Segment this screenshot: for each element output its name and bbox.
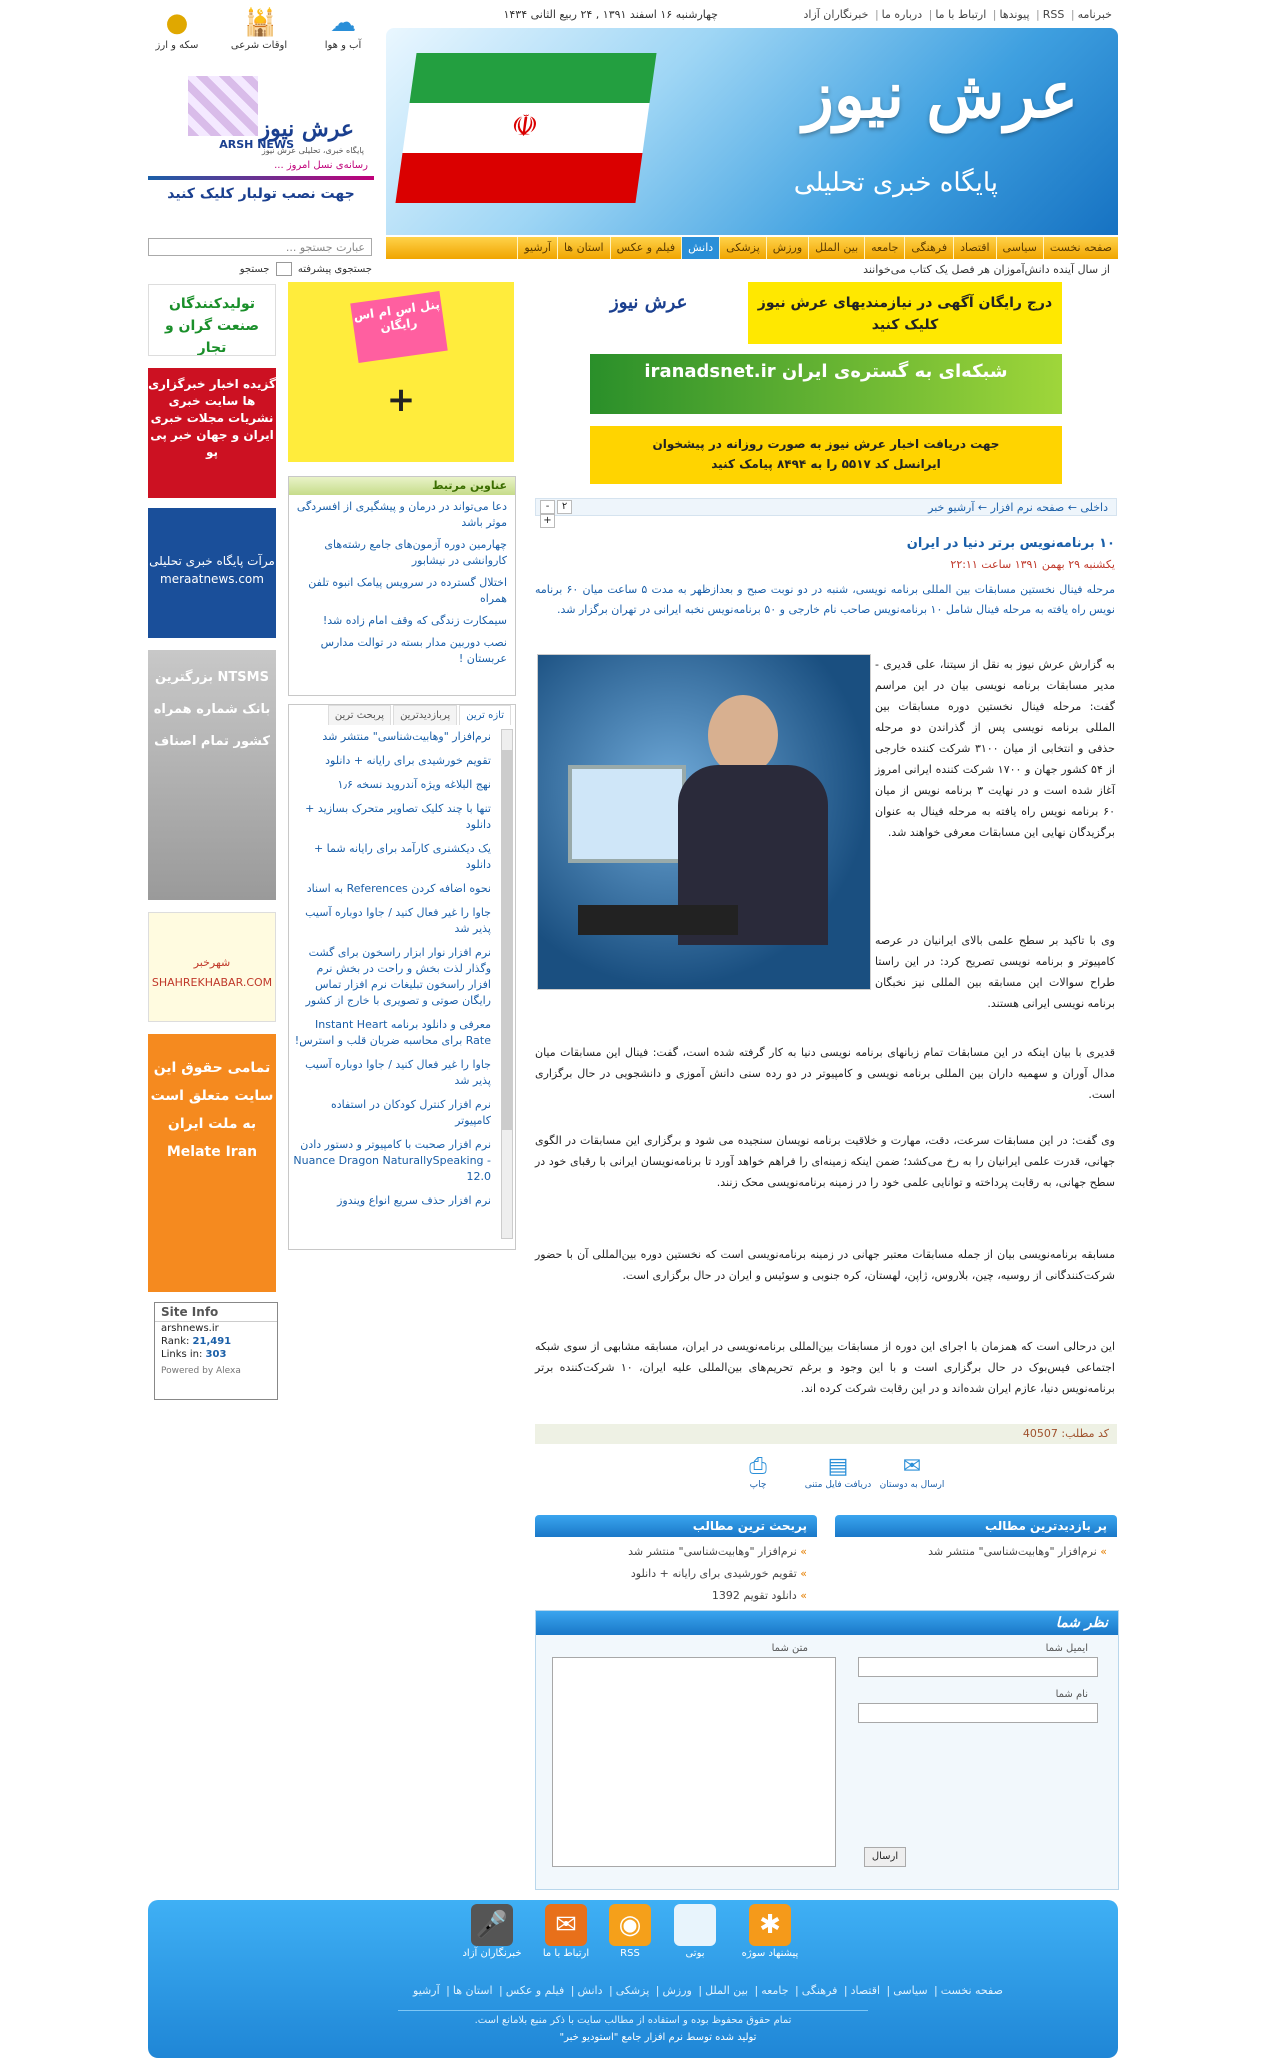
article-code-value: 40507	[1022, 1427, 1058, 1440]
search-links	[148, 262, 372, 278]
most-discussed-box	[535, 1515, 817, 1607]
top-links: خبرنامه| RSS| پیوندها| ارتباط با ما| درباره ما| خبرنگاران آزاد	[730, 8, 1115, 24]
font-increase-button[interactable]: +	[540, 514, 555, 528]
rank-label: Rank:	[161, 1336, 190, 1347]
footer-nav: صفحه نخست| سیاسی| اقتصاد| فرهنگی| جامعه| بین الملل| ورزش| پزشکی| دانش| فیلم و عکس| استان ها| آرشیو	[368, 1984, 1048, 2002]
related-titles-box	[288, 476, 516, 696]
print-label: چاپ	[749, 1480, 767, 1490]
nav-item-medical[interactable]: پزشکی	[719, 237, 766, 259]
site-logo-title: عرش نیوز	[803, 58, 1078, 133]
footer-contact-label: ارتباط با ما	[542, 1948, 590, 1959]
list-item[interactable]: تنها با چند کلیک تصاویر متحرک بسازید + دانلود	[305, 802, 491, 831]
article-lead: مرحله فینال نخستین مسابقات بین المللی برنامه نویسی، شنبه در دو نوبت صبح و بعدازظهر به مدت ۵ ساعت میان ۶۰ برنامه نویس راه یافته به مرحله فینال شامل ۱۰ برنامه‌نویس صاحب نام خارجی و ۵۰ برنامه‌نویس نخبه ایرانی در تهران برگزار شد.	[535, 583, 1115, 616]
footer-credit[interactable]: تولید شده توسط نرم افزار جامع "استودیو خبر"	[559, 2032, 757, 2043]
toolbar-brand-en: ARSH NEWS	[219, 138, 294, 151]
nav-item-media[interactable]: فیلم و عکس	[610, 237, 682, 259]
tab-list	[289, 727, 497, 1217]
send-to-friends-button[interactable]	[872, 1454, 952, 1490]
download-label: دریافت فایل متنی	[804, 1480, 872, 1490]
footer	[148, 1900, 1118, 2058]
list-item[interactable]: یک دیکشنری کارآمد برای رایانه شما + دانلود	[313, 842, 491, 871]
list-item[interactable]: نرم افزار کنترل کودکان در استفاده کامپیوتر	[331, 1098, 491, 1127]
footer-nav-item[interactable]: دانش	[577, 1984, 603, 1997]
nav-item-economy[interactable]: اقتصاد	[953, 237, 995, 259]
footer-nav-item[interactable]: اقتصاد	[850, 1984, 881, 1997]
list-item[interactable]: » نرم‌افزار "وهابیت‌شناسی" منتشر شد	[835, 1541, 1107, 1563]
ad-classifieds-text: درج رایگان آگهی در نیازمندیهای عرش نیوز کلیک کنید	[748, 282, 1062, 344]
article-code-label: کد مطلب:	[1061, 1427, 1109, 1440]
name-label: نام شما	[1055, 1689, 1088, 1700]
list-item[interactable]: نرم افزار نوار ابزار راسخون برای گشت وگذار لذت بخش و راحت در بخش نرم افزار راسخون تبلیغات نرم افزار تماس رایگان صوتی و تصویری با خارج از کشور	[305, 946, 491, 1007]
news-tabs-box	[288, 704, 516, 1250]
footer-suggest-label: پیشنهاد سوژه	[741, 1948, 799, 1959]
rss-icon: ◉	[609, 1904, 651, 1946]
article-code	[535, 1424, 1117, 1444]
ad-arsh-logo: عرش نیوز	[610, 292, 688, 313]
footer-copyright: تمام حقوق محفوظ بوده و استفاده از مطالب سایت با ذکر منبع بلامانع است.	[398, 2010, 868, 2033]
alexa-powered: Powered by Alexa	[161, 1366, 241, 1376]
article-paragraph-3: قدیری با بیان اینکه در این مسابقات تمام زبانهای برنامه نویسی دنیا به کار گرفته شده است، گفت: فینال این مسابقات میان مدال آوران و سهمیه داران بین المللی برنامه نویسی و کامپیوتر در دو رده سنی دانش آموزی و دانشجویی در حال برگزاری است.	[535, 1046, 1115, 1101]
ad-free-classifieds[interactable]	[590, 282, 1062, 344]
toolbar-brand: عرش نیوز	[259, 116, 354, 142]
related-item[interactable]: سیمکارت زندگی که وقف امام زاده شد!	[322, 614, 507, 627]
prayer-times-link[interactable]	[224, 8, 294, 51]
scrollbar-thumb[interactable]	[502, 750, 512, 1130]
side-ad-news-digest[interactable]: گزیده اخبار خبرگزاری ها سایت خبری نشریات مجلات خبری ایران و جهان خبر پی پو	[148, 368, 276, 498]
list-item[interactable]: جاوا را غیر فعال کنید / جاوا دوباره آسیب پذیر شد	[305, 1058, 491, 1087]
news-ticker[interactable]: از سال آینده دانش‌آموزان هر فصل یک کتاب می‌خوانند	[863, 263, 1110, 276]
advanced-search-link[interactable]: جستجوی پیشرفته	[297, 264, 372, 275]
related-item[interactable]: نصب دوربین مدار بسته در توالت مدارس عربستان !	[320, 636, 507, 665]
search-input[interactable]: عبارت جستجو ...	[148, 238, 372, 256]
alexa-site-info[interactable]	[154, 1302, 278, 1400]
side-ad-meraat[interactable]: مرآت پایگاه خبری تحلیلی meraatnews.com	[148, 508, 276, 638]
footer-nav-item[interactable]: پزشکی	[615, 1984, 650, 1997]
footer-nav-item[interactable]: جامعه	[761, 1984, 789, 1997]
footer-reporters-label: خبرنگاران آزاد	[462, 1948, 522, 1959]
list-item[interactable]: نرم‌افزار "وهابیت‌شناسی" منتشر شد	[322, 730, 491, 743]
top-link-rss[interactable]: RSS	[1042, 8, 1065, 21]
footer-rss-label: RSS	[620, 1948, 640, 1959]
nav-item-international[interactable]: بین الملل	[808, 237, 864, 259]
tab-latest[interactable]: تازه ترین	[459, 705, 511, 725]
footer-reporters[interactable]	[460, 1904, 524, 1959]
article-title: ۱۰ برنامه‌نویس برتر دنیا در ایران	[906, 536, 1115, 551]
coins-label: سکه و ارز	[155, 40, 199, 51]
window-icon	[674, 1904, 716, 1946]
list-item[interactable]: تقویم خورشیدی برای رایانه + دانلود	[325, 754, 491, 767]
links-label: Links in:	[161, 1349, 203, 1360]
toolbar-tagline: پایگاه خبری، تحلیلی عرش نیوز	[261, 146, 364, 155]
footer-nav-item[interactable]: سیاسی	[893, 1984, 928, 1997]
footer-nav-item[interactable]: صفحه نخست	[940, 1984, 1003, 1997]
list-item[interactable]: » نرم‌افزار "وهابیت‌شناسی" منتشر شد	[535, 1541, 807, 1563]
search-button[interactable]: جستجو	[239, 264, 270, 275]
print-button[interactable]	[738, 1454, 778, 1490]
list-item[interactable]: نحوه اضافه کردن References به اسناد	[306, 882, 491, 895]
mail-icon: ✉	[545, 1904, 587, 1946]
main-nav	[386, 237, 1118, 259]
search-icon[interactable]	[276, 262, 292, 276]
tab-most-visited[interactable]: پربازدیدترین	[393, 705, 457, 725]
footer-nav-item[interactable]: آرشیو	[413, 1984, 440, 1997]
toolbar-slogan: رسانه‌ی نسل امروز ...	[274, 160, 368, 171]
puzzle-icon: ✱	[749, 1904, 791, 1946]
list-item[interactable]: جاوا را غیر فعال کنید / جاوا دوباره آسیب پذیر شد	[305, 906, 491, 935]
email-field[interactable]	[858, 1657, 1098, 1677]
font-level: ۲	[557, 500, 572, 514]
cloud-icon: ☁	[330, 8, 356, 38]
nav-item-politics[interactable]: سیاسی	[996, 237, 1043, 259]
list-item[interactable]: نهج البلاغه ویژه آندروید نسخه ۱٫۶	[337, 778, 491, 791]
most-discussed-title: پربحث ترین مطالب	[535, 1515, 817, 1537]
tab-most-discussed[interactable]: پربحث ترین	[328, 705, 391, 725]
comment-form	[535, 1610, 1119, 1890]
side-ad-shahrekhabar[interactable]: شهرخبر SHAHREKHABAR.COM	[148, 912, 276, 1022]
rank-value: 21,491	[192, 1336, 232, 1347]
most-visited-title: پر بازدیدترین مطالب	[835, 1515, 1117, 1537]
prayer-times-label: اوقات شرعی	[230, 40, 288, 51]
weather-label: آب و هوا	[324, 40, 362, 51]
microphone-icon: 🎤	[471, 1904, 513, 1946]
footer-booty-label: بوتی	[685, 1948, 705, 1959]
article-date: یکشنبه ۲۹ بهمن ۱۳۹۱ ساعت ۲۲:۱۱	[950, 558, 1115, 571]
footer-nav-item[interactable]: بین الملل	[705, 1984, 749, 1997]
coins-link[interactable]	[142, 8, 212, 51]
most-visited-box	[835, 1515, 1117, 1563]
sms-card: پنل اس ام اس رایگان	[350, 291, 447, 363]
related-item[interactable]: دعا می‌تواند در درمان و پیشگیری از افسردگی موثر باشد	[296, 500, 507, 529]
ad-irancell[interactable]: جهت دریافت اخبار عرش نیوز به صورت روزانه در پیشخوان ایرانسل کد ۵۵۱۷ را به ۸۴۹۴ پیامک کنید	[590, 426, 1062, 484]
side-ad-ntsms[interactable]: NTSMS بزرگترین بانک شماره همراه کشور تمام اصناف	[148, 650, 276, 900]
pixel-decoration	[188, 76, 258, 136]
header-banner[interactable]	[386, 28, 1118, 235]
footer-rss[interactable]	[598, 1904, 662, 1959]
toolbar-cta: جهت نصب تولبار کلیک کنید	[167, 186, 355, 202]
list-item[interactable]: » تقویم خورشیدی برای رایانه + دانلود	[535, 1563, 807, 1585]
document-icon: ▤	[827, 1454, 849, 1479]
links-value: 303	[205, 1349, 227, 1360]
footer-suggest-topic[interactable]	[738, 1904, 802, 1959]
top-link-links[interactable]: پیوندها	[999, 8, 1030, 21]
send-label: ارسال به دوستان	[879, 1480, 945, 1490]
article-paragraph-1: به گزارش عرش نیوز به نقل از سیتنا، علی قدیری - مدیر مسابقات برنامه نویسی بیان در این مراسم گفت: مرحله فینال نخستین دوره مسابقات بین المللی برنامه نویسی پس از گذراندن دو مرحله حذفی و انتخابی از میان ۳۱۰۰ شرکت کننده خارجی از ۵۴ کشور جهان و ۱۷۰۰ شرکت کننده ایرانی امروز آغاز شده است و در نهایت ۳ برنامه نویس از میان ۶۰ برنامه نویس راه یافته به مرحله فینال به عنوان برگزیدگان نهایی این مسابقات معرفی خواهند شد.	[875, 658, 1115, 839]
comment-title: نظر شما	[536, 1611, 1118, 1635]
iran-flag-icon: ☫	[395, 53, 656, 203]
top-link-reporters[interactable]: خبرنگاران آزاد	[803, 8, 869, 21]
font-decrease-button[interactable]: -	[540, 500, 555, 514]
top-link-newsletter[interactable]: خبرنامه	[1077, 8, 1112, 21]
breadcrumb[interactable]: داخلی ← صفحه نرم افزار ← آرشیو خبر	[535, 498, 1117, 516]
article-photo	[537, 654, 871, 990]
list-item[interactable]: نرم افزار صحبت با کامپیوتر و دستور دادن - Nuance Dragon NaturallySpeaking 12.0	[293, 1138, 491, 1183]
list-item[interactable]: معرفی و دانلود برنامه Instant Heart Rate برای محاسبه ضربان قلب و استرس!	[294, 1018, 491, 1047]
nav-item-culture[interactable]: فرهنگی	[904, 237, 953, 259]
nav-item-provinces[interactable]: استان ها	[557, 237, 610, 259]
site-info-domain: arshnews.ir	[161, 1323, 219, 1334]
article-paragraph-5: مسابقه برنامه‌نویسی بیان از جمله مسابقات معتبر جهانی در زمینه برنامه‌نویسی است که نخستین دوره بین‌المللی آن با حضور شرکت‌کنندگانی از روسیه، چین، بلاروس، ژاپن، لهستان، کره جنوبی و سوئیس و ایران در حال برگزاری است.	[535, 1248, 1115, 1282]
footer-contact[interactable]	[534, 1904, 598, 1959]
font-size-controls	[540, 500, 590, 526]
date-display: چهارشنبه ۱۶ اسفند ۱۳۹۱ , ۲۴ ربیع الثانی ۱۴۳۴	[503, 8, 718, 21]
sms-panel-ad[interactable]	[288, 282, 514, 462]
coins-icon: ●	[165, 8, 189, 38]
article-paragraph-6: این درحالی است که همزمان با اجرای این دوره از مسابقات بین‌المللی برنامه‌نویسی در ایران، مسابقه مشابهی از سوی شبکه اجتماعی فیس‌بوک در حال برگزاری است و با این وجود و برغم تحریم‌های بین‌المللی علیه ایران، ۱۰ شرکت‌کننده برتر برنامه‌نویس دنیا، عازم ایران شده‌اند و در این رقابت شرکت کرده اند.	[535, 1340, 1115, 1395]
related-title: عناوین مرتبط	[289, 477, 515, 495]
nav-item-home[interactable]: صفحه نخست	[1043, 237, 1118, 259]
printer-icon: ⎙	[749, 1454, 767, 1479]
envelope-icon: ✉	[902, 1454, 922, 1479]
mosque-icon: 🕌	[244, 8, 277, 38]
comment-textarea[interactable]	[552, 1657, 836, 1867]
submit-button[interactable]: ارسال	[864, 1847, 906, 1867]
tab-header	[289, 705, 515, 725]
article-paragraph-4: وی گفت: در این مسابقات سرعت، دقت، مهارت و خلاقیت برنامه نویسان سنجیده می شود و برگزاری این مسابقات در الگوی جهانی، قدرت علمی ایرانیان را به رخ می‌کشد؛ ضمن اینکه زمینه‌ای را فراهم خواهد آورد تا برنامه‌نویسان ایرانی با رقبای خود در سطح جهانی، به رقابت پرداخته و توانایی علمی خود را در زمینه برنامه‌نویسی محک زنند.	[535, 1134, 1115, 1189]
list-item[interactable]: نرم افزار حذف سریع انواع ویندوز	[337, 1194, 491, 1207]
site-logo-subtitle: پایگاه خبری تحلیلی	[793, 168, 998, 198]
top-link-contact[interactable]: ارتباط با ما	[935, 8, 987, 21]
text-label: متن شما	[771, 1643, 808, 1654]
footer-nav-item[interactable]: استان ها	[452, 1984, 493, 1997]
email-label: ایمیل شما	[1045, 1643, 1088, 1654]
weather-link[interactable]	[308, 8, 378, 51]
article-paragraph-2: وی با تاکید بر سطح علمی بالای ایرانیان در عرصه کامپیوتر و برنامه نویسی تصریح کرد: در این راستا طراح سوالات این مسابقه بین المللی نیز نخبگان برنامه نویسی ایرانی هستند.	[875, 934, 1115, 1010]
related-item[interactable]: اختلال گسترده در سرویس پیامک انبوه تلفن همراه	[308, 576, 507, 605]
footer-booty[interactable]	[663, 1904, 727, 1959]
nav-item-science[interactable]: دانش	[681, 237, 719, 259]
list-item[interactable]: » دانلود تقویم 1392	[535, 1585, 807, 1607]
footer-nav-item[interactable]: فیلم و عکس	[505, 1984, 565, 1997]
side-ad-producers[interactable]: تولیدکنندگان صنعت گران و تجار	[148, 284, 276, 356]
toolbar-divider	[148, 176, 374, 180]
footer-nav-item[interactable]: ورزش	[662, 1984, 692, 1997]
name-field[interactable]	[858, 1703, 1098, 1723]
footer-nav-item[interactable]: فرهنگی	[801, 1984, 838, 1997]
nav-item-sports[interactable]: ورزش	[766, 237, 808, 259]
side-ad-melate-iran[interactable]: تمامی حقوق این سایت متعلق است به ملت ایران Melate Iran	[148, 1034, 276, 1292]
nav-item-society[interactable]: جامعه	[864, 237, 904, 259]
site-info-title: Site Info	[155, 1303, 277, 1322]
tab-scrollbar[interactable]	[501, 729, 513, 1239]
ad-iranadsnet[interactable]: شبکه‌ای به گستره‌ی ایران iranadsnet.ir	[590, 354, 1062, 414]
related-item[interactable]: چهارمین دوره آزمون‌های جامع رشته‌های کاروانشی در نیشابور	[324, 538, 507, 567]
toolbar-install-banner[interactable]	[148, 76, 374, 216]
top-link-about[interactable]: درباره ما	[881, 8, 923, 21]
plus-icon: +	[386, 380, 416, 420]
nav-item-archive[interactable]: آرشیو	[517, 237, 557, 259]
download-text-button[interactable]	[798, 1454, 878, 1490]
